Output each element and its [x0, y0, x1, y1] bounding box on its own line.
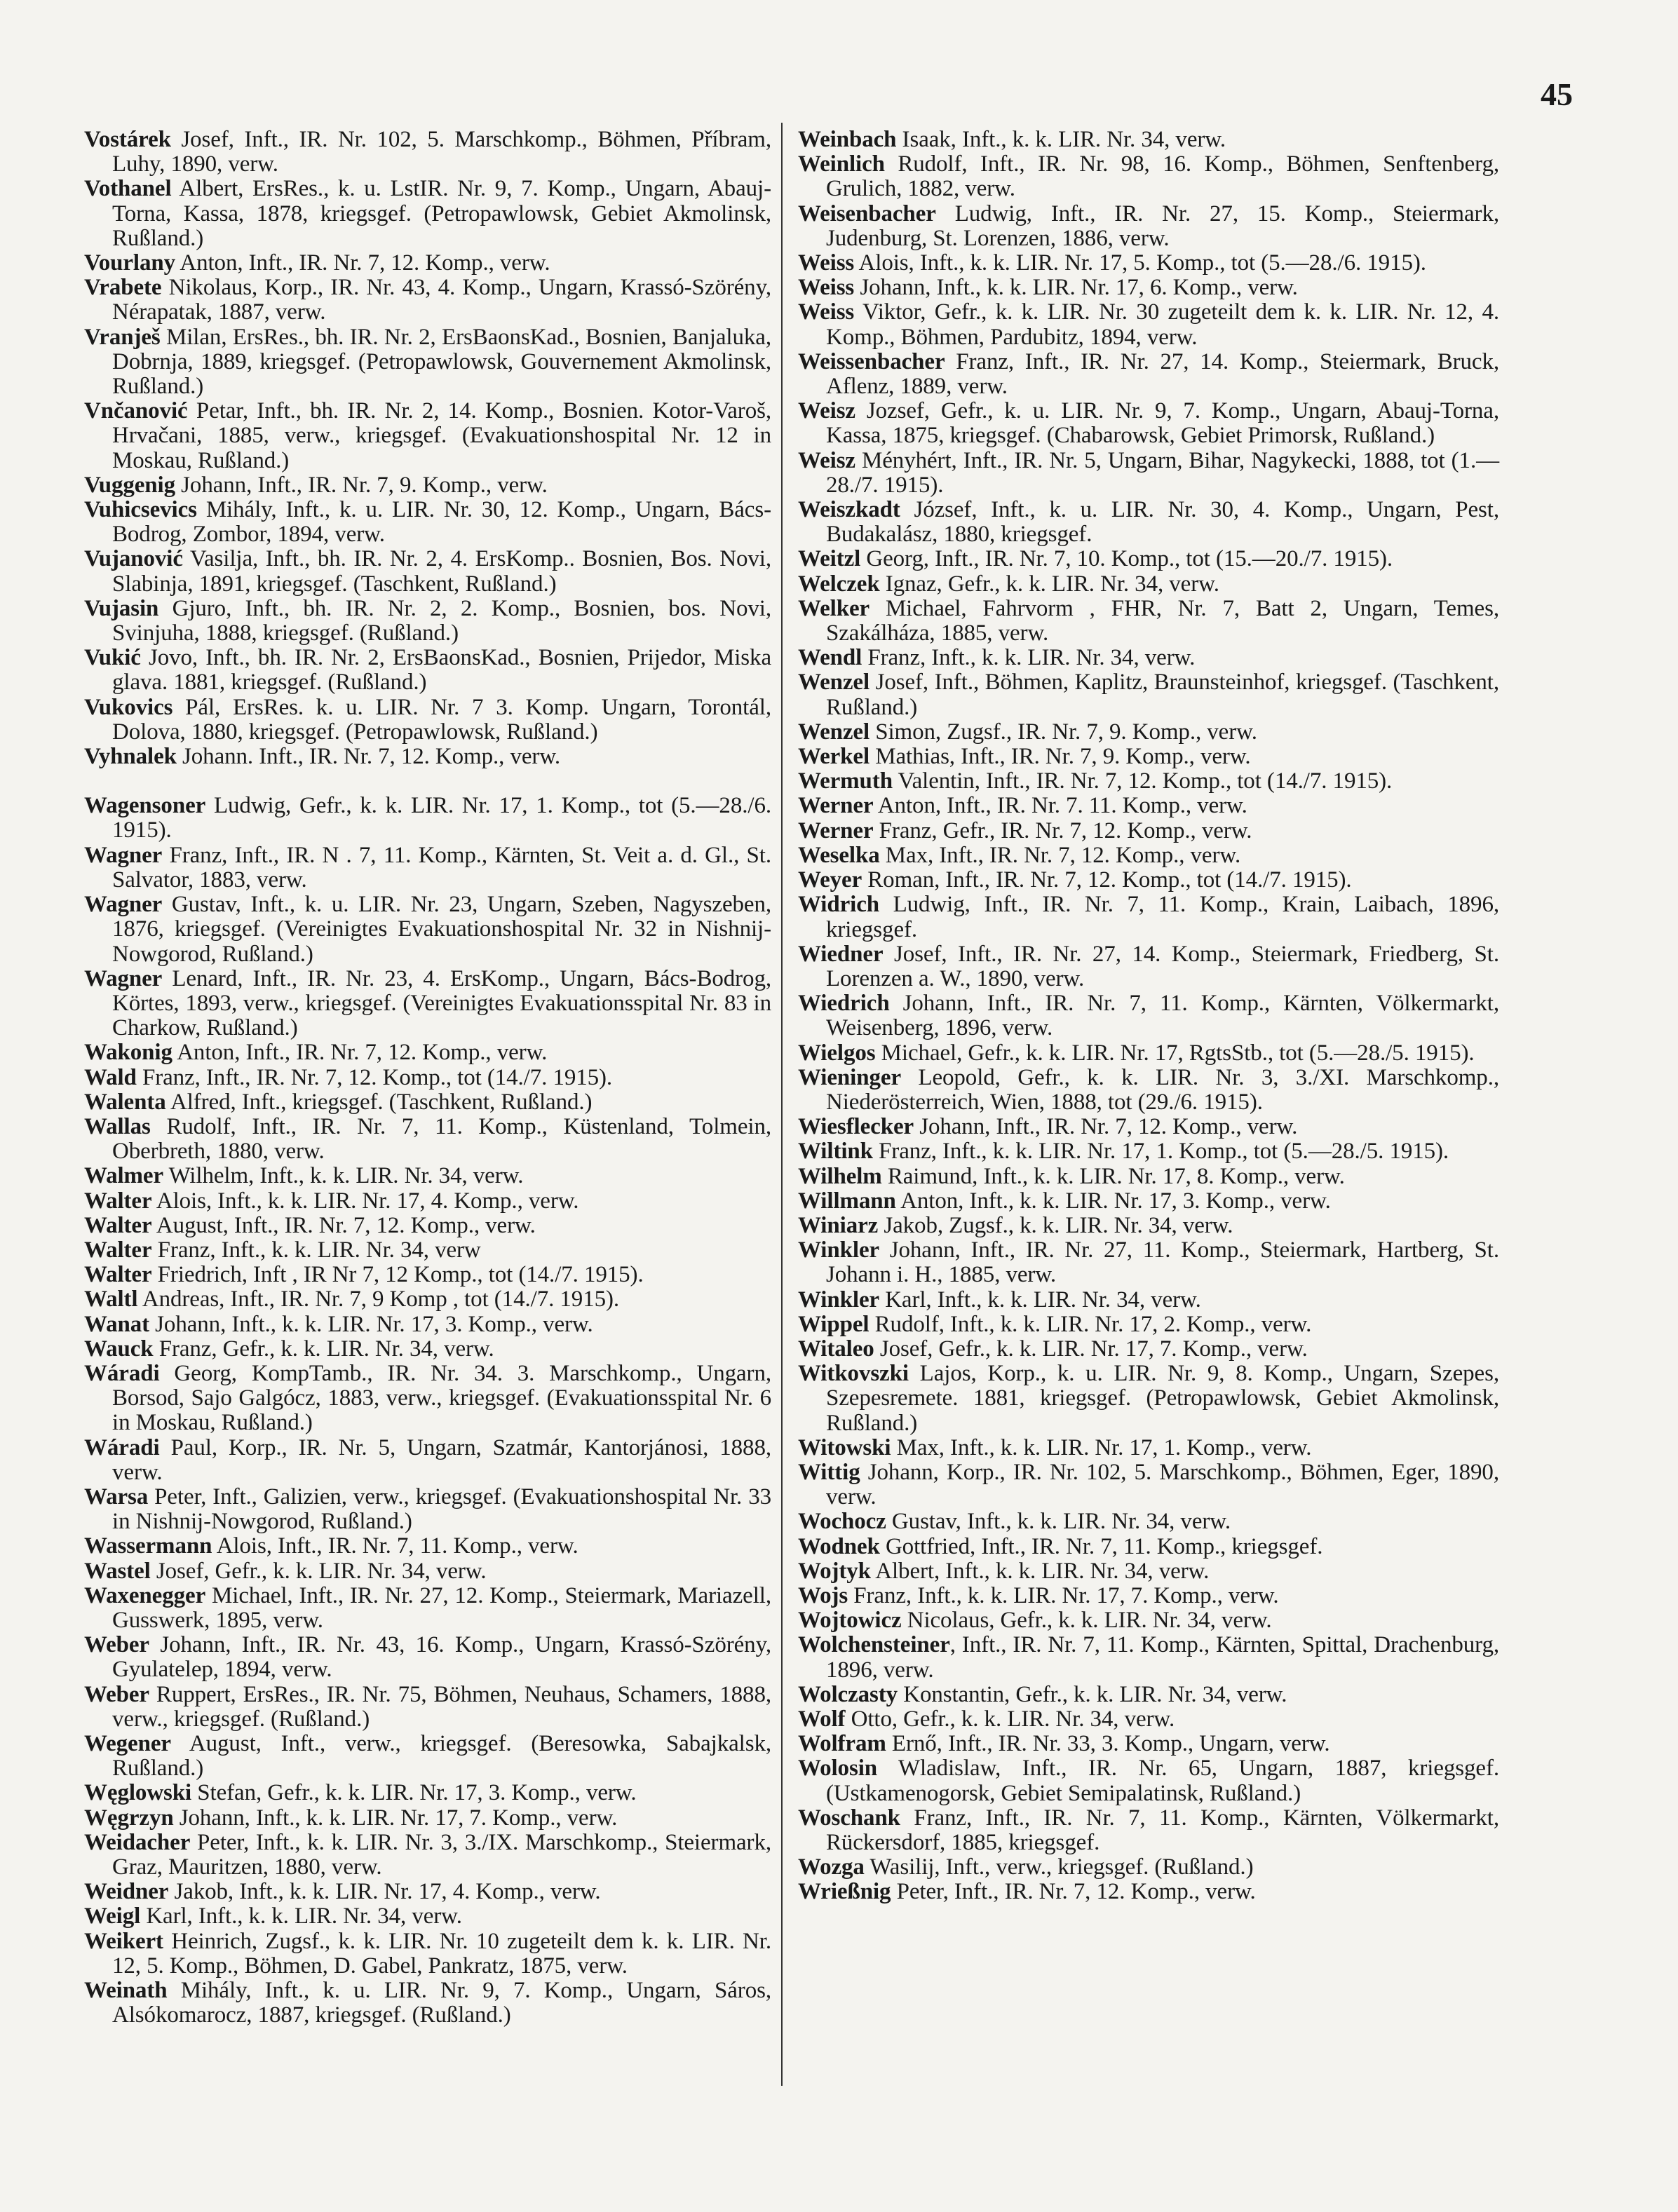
list-entry	[84, 325, 771, 400]
entry-details: Albert, ErsRes., k. u. LstIR. Nr. 9, 7. Komp., Ungarn, Abauj-Torna, Kassa, 1878, kriegsgef. (Petropawlowsk, Gebiet Akmolinsk, Rußland.)	[112, 176, 771, 251]
entry-details: Heinrich, Zugsf., k. k. LIR. Nr. 10 zugeteilt dem k. k. LIR. Nr. 12, 5. Komp., Böhmen, D. Gabel, Pankratz, 1875, verw.	[112, 1928, 771, 1979]
list-entry	[798, 1436, 1499, 1460]
list-entry	[798, 1756, 1499, 1805]
list-entry	[798, 1362, 1499, 1436]
entry-details: Max, Inft., IR. Nr. 7, 12. Komp., verw.	[879, 842, 1241, 868]
list-entry	[84, 1115, 771, 1164]
list-entry	[84, 967, 771, 1041]
list-entry	[798, 1608, 1499, 1633]
entry-surname: Weisenbacher	[798, 201, 936, 226]
entry-details: Vasilja, Inft., bh. IR. Nr. 2, 4. ErsKomp.. Bosnien, Bos. Novi, Slabinja, 1891, kriegsgef. (Taschkent, Rußland.)	[112, 546, 771, 597]
list-entry	[798, 547, 1499, 571]
list-entry	[798, 1460, 1499, 1509]
entry-surname: Wozga	[798, 1854, 865, 1880]
entry-details: Johann, Inft., k. k. LIR. Nr. 17, 6. Komp., verw.	[854, 275, 1298, 301]
list-entry	[798, 128, 1499, 152]
entry-details: Jozsef, Gefr., k. u. LIR. Nr. 9, 7. Komp., Ungarn, Abauj-Torna, Kassa, 1875, kriegsgef. (Chabarowsk, Gebiet Primorsk, Rußland.)	[826, 398, 1499, 449]
entry-details: József, Inft., k. u. LIR. Nr. 30, 4. Komp., Ungarn, Pest, Budakalász, 1880, kriegsgef.	[826, 497, 1499, 548]
list-entry	[798, 1238, 1499, 1287]
entry-surname: Wagner	[84, 892, 163, 918]
entry-surname: Woschank	[798, 1805, 900, 1831]
list-entry	[84, 696, 771, 745]
entry-details: Wilhelm, Inft., k. k. LIR. Nr. 34, verw.	[163, 1163, 524, 1189]
list-entry	[798, 202, 1499, 251]
entry-details: Mihály, Inft., k. u. LIR. Nr. 30, 12. Komp., Ungarn, Bács-Bodrog, Zombor, 1894, verw.	[112, 497, 771, 548]
entry-details: Alfred, Inft., kriegsgef. (Taschkent, Rußland.)	[165, 1089, 593, 1115]
entry-surname: Wiesflecker	[798, 1114, 914, 1140]
entry-surname: Vujanović	[84, 546, 183, 572]
column-divider	[781, 123, 783, 2086]
right-column	[798, 128, 1499, 1905]
left-column	[84, 128, 771, 2028]
list-entry	[84, 1090, 771, 1115]
list-entry	[798, 991, 1499, 1040]
entry-details: Ignaz, Gefr., k. k. LIR. Nr. 34, verw.	[879, 571, 1219, 597]
entry-details: Rudolf, Inft., k. k. LIR. Nr. 17, 2. Komp., verw.	[869, 1311, 1312, 1337]
entry-details: Alois, Inft., IR. Nr. 7, 11. Komp., verw.	[212, 1533, 578, 1559]
list-entry	[798, 1535, 1499, 1559]
entry-surname: Węglowski	[84, 1780, 192, 1806]
entry-surname: Weisz	[798, 447, 855, 473]
entry-details: Gustav, Inft., k. k. LIR. Nr. 34, verw.	[886, 1509, 1231, 1535]
entry-details: Ernő, Inft., IR. Nr. 33, 3. Komp., Ungarn, verw.	[886, 1731, 1330, 1757]
list-entry	[798, 449, 1499, 498]
list-entry	[798, 1880, 1499, 1904]
entry-details: Lenard, Inft., IR. Nr. 23, 4. ErsKomp., Ungarn, Bács-Bodrog, Körtes, 1893, verw., kriegsgef. (Vereinigtes Evakuationsspital Nr. 83 in Charkow, Rußland.)	[112, 965, 771, 1041]
entry-surname: Węgrzyn	[84, 1805, 174, 1831]
entry-details: Konstantin, Gefr., k. k. LIR. Nr. 34, verw.	[898, 1681, 1287, 1707]
entry-details: Georg, KompTamb., IR. Nr. 34. 3. Marschkomp., Ungarn, Borsod, Sajo Galgócz, 1883, verw., kriegsgef. (Evakuationsspital Nr. 6 in Moskau, Rußland.)	[112, 1360, 771, 1436]
list-entry	[84, 1066, 771, 1090]
list-entry	[798, 597, 1499, 646]
list-entry	[798, 1312, 1499, 1337]
entry-surname: Weitzl	[798, 546, 861, 572]
list-entry	[84, 473, 771, 498]
list-entry	[84, 1534, 771, 1559]
entry-surname: Weidner	[84, 1879, 169, 1905]
list-entry	[798, 1139, 1499, 1164]
entry-details: Mathias, Inft., IR. Nr. 7, 9. Komp., verw.	[870, 744, 1251, 770]
list-entry	[84, 1781, 771, 1805]
list-entry	[84, 1806, 771, 1831]
list-entry	[798, 1041, 1499, 1066]
list-entry	[798, 1337, 1499, 1362]
entry-surname: Wiedner	[798, 941, 884, 967]
entry-surname: Vourlany	[84, 250, 176, 276]
entry-surname: Wolosin	[798, 1756, 878, 1782]
entry-surname: Walter	[84, 1237, 152, 1263]
entry-details: Johann, Inft., k. k. LIR. Nr. 17, 7. Komp., verw.	[173, 1805, 618, 1831]
entry-surname: Vuhicsevics	[84, 497, 197, 523]
list-entry	[798, 745, 1499, 769]
entry-details: Georg, Inft., IR. Nr. 7, 10. Komp., tot (15.—20./7. 1915).	[860, 546, 1393, 572]
list-entry	[798, 769, 1499, 794]
list-entry	[84, 498, 771, 547]
entry-details: Rudolf, Inft., IR. Nr. 7, 11. Komp., Küstenland, Tolmein, Oberbreth, 1880, verw.	[112, 1113, 771, 1165]
list-entry	[798, 794, 1499, 818]
entry-surname: Wagensoner	[84, 793, 206, 819]
list-entry	[84, 794, 771, 843]
entry-surname: Walenta	[84, 1089, 166, 1115]
list-entry	[84, 1979, 771, 2028]
list-entry	[84, 1312, 771, 1337]
list-entry	[798, 868, 1499, 893]
entry-details: Franz, Inft., IR. Nr. 27, 14. Komp., Steiermark, Bruck, Aflenz, 1889, verw.	[826, 348, 1499, 400]
entry-details: Peter, Inft., IR. Nr. 7, 12. Komp., verw.	[891, 1879, 1256, 1905]
list-entry	[84, 1238, 771, 1263]
entry-details: Franz, Inft., IR. Nr. 7, 12. Komp., tot (14./7. 1915).	[136, 1064, 613, 1090]
list-entry	[798, 1509, 1499, 1534]
entry-details: Franz, Gefr., IR. Nr. 7, 12. Komp., verw.	[873, 817, 1252, 843]
entry-surname: Weinlich	[798, 151, 885, 177]
entry-surname: Winkler	[798, 1237, 880, 1263]
entry-surname: Waltl	[84, 1287, 138, 1312]
entry-surname: Wastel	[84, 1558, 151, 1584]
entry-details: Franz, Inft., IR. Nr. 7, 11. Komp., Kärnten, Völkermarkt, Rückersdorf, 1885, kriegsgef.	[826, 1805, 1499, 1856]
entry-details: Johann, Inft., IR. Nr. 7, 9. Komp., verw.	[175, 472, 548, 498]
list-entry	[84, 251, 771, 276]
entry-details: Josef, Inft., IR. Nr. 102, 5. Marschkomp., Böhmen, Příbram, Luhy, 1890, verw.	[112, 127, 771, 177]
list-entry	[84, 1485, 771, 1534]
entry-details: Ményhért, Inft., IR. Nr. 5, Ungarn, Bihar, Nagykecki, 1888, tot (1.—28./7. 1915).	[826, 447, 1499, 498]
list-entry	[798, 1584, 1499, 1608]
entry-details: Franz, Gefr., k. k. LIR. Nr. 34, verw.	[153, 1336, 494, 1362]
entry-details: Anton, Inft., IR. Nr. 7, 12. Komp., verw.	[175, 250, 550, 276]
list-entry	[798, 1115, 1499, 1139]
entry-details: Jakob, Inft., k. k. LIR. Nr. 17, 4. Komp., verw.	[168, 1879, 601, 1905]
entry-details: Johann, Inft., k. k. LIR. Nr. 17, 3. Komp., verw.	[149, 1311, 593, 1337]
entry-details: Josef, Gefr., k. k. LIR. Nr. 17, 7. Komp., verw.	[874, 1336, 1308, 1362]
entry-surname: Wald	[84, 1064, 137, 1090]
entry-details: Peter, Inft., k. k. LIR. Nr. 3, 3./IX. Marschkomp., Steiermark, Graz, Mauritzen, 1880, verw.	[112, 1829, 771, 1880]
entry-details: Josef, Gefr., k. k. LIR. Nr. 34, verw.	[150, 1558, 487, 1584]
entry-details: August, Inft., IR. Nr. 7, 12. Komp., verw.	[151, 1212, 536, 1238]
list-entry	[798, 1707, 1499, 1732]
list-entry	[84, 547, 771, 596]
list-entry	[798, 1165, 1499, 1189]
entry-surname: Wáradi	[84, 1360, 160, 1386]
entry-surname: Vnčanović	[84, 398, 188, 424]
list-entry	[84, 1732, 771, 1781]
entry-surname: Wrießnig	[798, 1879, 891, 1905]
entry-surname: Weber	[84, 1681, 149, 1707]
entry-details: Gustav, Inft., k. u. LIR. Nr. 23, Ungarn, Szeben, Nagyszeben, 1876, kriegsgef. (Vereinigtes Evakuationshospital Nr. 32 in Nishnij-Nowgorod, Rußland.)	[112, 892, 771, 967]
entry-details: Isaak, Inft., k. k. LIR. Nr. 34, verw.	[896, 127, 1226, 152]
entry-details: , Inft., IR. Nr. 7, 11. Komp., Kärnten, Spittal, Drachenburg, 1896, verw.	[826, 1632, 1499, 1683]
entry-details: Josef, Inft., IR. Nr. 27, 14. Komp., Steiermark, Friedberg, St. Lorenzen a. W., 1890, verw.	[826, 941, 1499, 991]
entry-surname: Wodnek	[798, 1533, 880, 1559]
entry-surname: Weikert	[84, 1928, 163, 1954]
page-number: 45	[1541, 76, 1573, 112]
entry-details: Gottfried, Inft., IR. Nr. 7, 11. Komp., kriegsgef.	[879, 1533, 1323, 1559]
entry-details: August, Inft., verw., kriegsgef. (Beresowka, Sabajkalsk, Rußland.)	[112, 1731, 771, 1782]
entry-surname: Weiss	[798, 299, 855, 325]
entry-surname: Wojtyk	[798, 1558, 871, 1584]
entry-surname: Wittig	[798, 1459, 860, 1485]
entry-details: Max, Inft., k. k. LIR. Nr. 17, 1. Komp., verw.	[891, 1434, 1312, 1460]
entry-surname: Wiedrich	[798, 991, 890, 1017]
entry-details: Friedrich, Inft , IR Nr 7, 12 Komp., tot (14./7. 1915).	[151, 1262, 644, 1288]
list-entry	[798, 399, 1499, 448]
list-entry	[798, 276, 1499, 300]
entry-surname: Weidacher	[84, 1829, 191, 1855]
list-entry	[798, 1189, 1499, 1214]
entry-details: Peter, Inft., Galizien, verw., kriegsgef. (Evakuationshospital Nr. 33 in Nishnij-Nowgorod, Rußland.)	[112, 1484, 771, 1535]
entry-details: Franz, Inft., k. k. LIR. Nr. 34, verw.	[862, 645, 1196, 671]
entry-surname: Wolchensteiner	[798, 1632, 950, 1658]
entry-details: Karl, Inft., k. k. LIR. Nr. 34, verw.	[879, 1287, 1201, 1312]
entry-surname: Wojtowicz	[798, 1608, 902, 1634]
entry-surname: Wolczasty	[798, 1681, 898, 1707]
entry-surname: Vujasin	[84, 595, 159, 621]
entry-surname: Welker	[798, 595, 870, 621]
entry-surname: Walter	[84, 1212, 152, 1238]
list-entry	[84, 597, 771, 646]
entry-surname: Walter	[84, 1262, 152, 1288]
entry-surname: Wielgos	[798, 1040, 876, 1066]
list-entry	[84, 1584, 771, 1633]
list-entry	[84, 1929, 771, 1979]
entry-details: Rudolf, Inft., IR. Nr. 98, 16. Komp., Böhmen, Senftenberg, Grulich, 1882, verw.	[826, 151, 1499, 202]
entry-surname: Vyhnalek	[84, 744, 177, 770]
entry-details: Wladislaw, Inft., IR. Nr. 65, Ungarn, 1887, kriegsgef. (Ustkamenogorsk, Gebiet Semipalatinsk, Rußland.)	[826, 1756, 1499, 1806]
entry-surname: Wassermann	[84, 1533, 212, 1559]
entry-surname: Wochocz	[798, 1509, 886, 1535]
entry-surname: Wiltink	[798, 1139, 873, 1165]
entry-details: Anton, Inft., IR. Nr. 7. 11. Komp., verw.	[873, 793, 1247, 819]
section-gap	[84, 769, 771, 794]
entry-details: Josef, Inft., Böhmen, Kaplitz, Braunsteinhof, kriegsgef. (Taschkent, Rußland.)	[826, 670, 1499, 720]
list-entry	[84, 745, 771, 769]
entry-details: Johann, Korp., IR. Nr. 102, 5. Marschkomp., Böhmen, Eger, 1890, verw.	[826, 1459, 1499, 1510]
entry-surname: Wenzel	[798, 719, 870, 745]
entry-details: Albert, Inft., k. k. LIR. Nr. 34, verw.	[870, 1558, 1210, 1584]
entry-surname: Weinath	[84, 1978, 168, 2004]
list-entry	[84, 843, 771, 893]
entry-details: Otto, Gefr., k. k. LIR. Nr. 34, verw.	[845, 1707, 1175, 1732]
list-entry	[798, 1855, 1499, 1880]
entry-surname: Wilhelm	[798, 1163, 882, 1189]
entry-surname: Wojs	[798, 1582, 848, 1608]
list-entry	[84, 1287, 771, 1312]
entry-details: Lajos, Korp., k. u. LIR. Nr. 9, 8. Komp., Ungarn, Szepes, Szepesremete. 1881, kriegsgef. (Petropawlowsk, Gebiet Akmolinsk, Rußland.)	[826, 1361, 1499, 1436]
list-entry	[798, 1683, 1499, 1707]
entry-details: Anton, Inft., k. k. LIR. Nr. 17, 3. Komp., verw.	[895, 1188, 1331, 1214]
entry-surname: Walter	[84, 1188, 152, 1214]
entry-details: Mihály, Inft., k. u. LIR. Nr. 9, 7. Komp., Ungarn, Sáros, Alsókomarocz, 1887, kriegsgef. (Rußland.)	[112, 1978, 771, 2028]
entry-details: Franz, Inft., k. k. LIR. Nr. 34, verw	[151, 1237, 481, 1263]
entry-details: Simon, Zugsf., IR. Nr. 7, 9. Komp., verw.	[870, 719, 1257, 745]
list-entry	[84, 1362, 771, 1436]
entry-surname: Weigl	[84, 1904, 141, 1929]
entry-surname: Werner	[798, 817, 874, 843]
list-entry	[798, 1633, 1499, 1682]
entry-surname: Wieninger	[798, 1064, 901, 1090]
entry-surname: Weisz	[798, 398, 855, 424]
list-entry	[84, 1904, 771, 1929]
entry-surname: Vukovics	[84, 694, 173, 720]
entry-surname: Winiarz	[798, 1212, 879, 1238]
list-entry	[798, 670, 1499, 719]
list-entry	[798, 1288, 1499, 1312]
entry-details: Jovo, Inft., bh. IR. Nr. 2, ErsBaonsKad., Bosnien, Prijedor, Miska glava. 1881, kriegsgef. (Rußland.)	[112, 645, 771, 696]
entry-surname: Waxenegger	[84, 1582, 206, 1608]
entry-details: Anton, Inft., IR. Nr. 7, 12. Komp., verw.	[172, 1040, 548, 1066]
entry-surname: Witowski	[798, 1434, 891, 1460]
list-entry	[84, 646, 771, 695]
list-entry	[84, 1164, 771, 1188]
list-entry	[798, 350, 1499, 399]
entry-surname: Wegener	[84, 1731, 171, 1756]
entry-details: Nikolaus, Korp., IR. Nr. 43, 4. Komp., Ungarn, Krassó-Szörény, Nérapatak, 1887, verw.	[112, 275, 771, 325]
entry-surname: Wakonig	[84, 1040, 172, 1066]
list-entry	[84, 1214, 771, 1238]
list-entry	[798, 646, 1499, 670]
list-entry	[84, 276, 771, 325]
entry-details: Karl, Inft., k. k. LIR. Nr. 34, verw.	[140, 1904, 462, 1929]
list-entry	[84, 1559, 771, 1584]
entry-surname: Witaleo	[798, 1336, 874, 1362]
list-entry	[798, 1732, 1499, 1756]
list-entry	[84, 1831, 771, 1880]
entry-surname: Wallas	[84, 1113, 151, 1139]
list-entry	[84, 893, 771, 967]
entry-details: Stefan, Gefr., k. k. LIR. Nr. 17, 3. Komp., verw.	[191, 1780, 637, 1806]
list-entry	[798, 843, 1499, 868]
list-entry	[798, 1066, 1499, 1115]
entry-details: Franz, Inft., IR. N . 7, 11. Komp., Kärnten, St. Veit a. d. Gl., St. Salvator, 1883, verw.	[112, 842, 771, 893]
entry-surname: Wanat	[84, 1311, 150, 1337]
entry-details: Ludwig, Inft., IR. Nr. 27, 15. Komp., Steiermark, Judenburg, St. Lorenzen, 1886, verw.	[826, 201, 1499, 251]
entry-surname: Weiss	[798, 275, 855, 301]
entry-details: Alois, Inft., k. k. LIR. Nr. 17, 4. Komp., verw.	[151, 1188, 579, 1214]
entry-details: Ludwig, Gefr., k. k. LIR. Nr. 17, 1. Komp., tot (5.—28./6. 1915).	[112, 793, 771, 843]
entry-surname: Wippel	[798, 1311, 870, 1337]
list-entry	[84, 1040, 771, 1065]
entry-surname: Weissenbacher	[798, 348, 945, 374]
entry-surname: Weiszkadt	[798, 497, 900, 523]
entry-details: Valentin, Inft., IR. Nr. 7, 12. Komp., tot (14./7. 1915).	[892, 768, 1393, 794]
list-entry	[798, 1559, 1499, 1584]
list-entry	[84, 1880, 771, 1904]
entry-details: Michael, Inft., IR. Nr. 27, 12. Komp., Steiermark, Mariazell, Gusswerk, 1895, verw.	[112, 1582, 771, 1633]
entry-surname: Warsa	[84, 1484, 149, 1509]
entry-details: Franz, Inft., k. k. LIR. Nr. 17, 7. Komp., verw.	[848, 1582, 1279, 1608]
list-entry	[84, 1263, 771, 1287]
entry-surname: Willmann	[798, 1188, 896, 1214]
list-entry	[84, 128, 771, 177]
entry-surname: Wolf	[798, 1707, 846, 1732]
entry-surname: Werner	[798, 793, 874, 819]
entry-surname: Weselka	[798, 842, 880, 868]
list-entry	[798, 942, 1499, 991]
entry-surname: Vostárek	[84, 127, 171, 152]
entry-surname: Wermuth	[798, 768, 893, 794]
entry-surname: Vranješ	[84, 324, 161, 350]
entry-surname: Walmer	[84, 1163, 164, 1189]
entry-surname: Vukić	[84, 645, 141, 671]
entry-details: Michael, Fahrvorm , FHR, Nr. 7, Batt 2, Ungarn, Temes, Szakálháza, 1885, verw.	[826, 595, 1499, 646]
entry-details: Franz, Inft., k. k. LIR. Nr. 17, 1. Komp., tot (5.—28./5. 1915).	[872, 1139, 1449, 1165]
entry-details: Viktor, Gefr., k. k. LIR. Nr. 30 zugeteilt dem k. k. LIR. Nr. 12, 4. Komp., Böhmen, Pardubitz, 1894, verw.	[826, 299, 1499, 350]
entry-details: Gjuro, Inft., bh. IR. Nr. 2, 2. Komp., Bosnien, bos. Novi, Svinjuha, 1888, kriegsgef. (Rußland.)	[112, 595, 771, 646]
entry-surname: Weinbach	[798, 127, 897, 152]
entry-details: Johann, Inft., IR. Nr. 7, 11. Komp., Kärnten, Völkermarkt, Weisenberg, 1896, verw.	[826, 991, 1499, 1041]
entry-details: Petar, Inft., bh. IR. Nr. 2, 14. Komp., Bosnien. Kotor-Varoš, Hrvačani, 1885, verw., kriegsgef. (Evakuationshospital Nr. 12 in Moskau, Rußland.)	[112, 398, 771, 473]
entry-details: Johann, Inft., IR. Nr. 43, 16. Komp., Ungarn, Krassó-Szörény, Gyulatelep, 1894, verw.	[112, 1632, 771, 1683]
entry-surname: Wendl	[798, 645, 862, 671]
entry-surname: Weiss	[798, 250, 855, 276]
list-entry	[798, 819, 1499, 843]
entry-details: Pál, ErsRes. k. u. LIR. Nr. 7 3. Komp. Ungarn, Torontál, Dolova, 1880, kriegsgef. (Petropawlowsk, Rußland.)	[112, 694, 771, 745]
entry-details: Paul, Korp., IR. Nr. 5, Ungarn, Szatmár, Kantorjánosi, 1888, verw.	[112, 1434, 771, 1485]
list-entry	[84, 1337, 771, 1362]
list-entry	[798, 300, 1499, 349]
entry-surname: Widrich	[798, 892, 880, 918]
entry-surname: Witkovszki	[798, 1361, 909, 1387]
list-entry	[798, 1214, 1499, 1238]
entry-details: Michael, Gefr., k. k. LIR. Nr. 17, RgtsStb., tot (5.—28./5. 1915).	[875, 1040, 1475, 1066]
entry-surname: Wenzel	[798, 670, 870, 696]
list-entry	[84, 1189, 771, 1214]
entry-details: Alois, Inft., k. k. LIR. Nr. 17, 5. Komp., tot (5.—28./6. 1915).	[854, 250, 1426, 276]
entry-details: Johann, Inft., IR. Nr. 7, 12. Komp., verw.	[914, 1114, 1298, 1140]
list-entry	[798, 498, 1499, 547]
entry-details: Johann, Inft., IR. Nr. 27, 11. Komp., Steiermark, Hartberg, St. Johann i. H., 1885, verw.	[826, 1237, 1499, 1288]
entry-details: Milan, ErsRes., bh. IR. Nr. 2, ErsBaonsKad., Bosnien, Banjaluka, Dobrnja, 1889, kriegsgef. (Petropawlowsk, Gouvernement Akmolinsk, Rußland.)	[112, 324, 771, 400]
list-entry	[798, 1806, 1499, 1855]
entry-surname: Wáradi	[84, 1434, 160, 1460]
entry-surname: Weber	[84, 1632, 149, 1658]
entry-details: Ludwig, Inft., IR. Nr. 7, 11. Komp., Krain, Laibach, 1896, kriegsgef.	[826, 892, 1499, 942]
entry-details: Leopold, Gefr., k. k. LIR. Nr. 3, 3./XI. Marschkomp., Niederösterreich, Wien, 1888, tot (29./6. 1915).	[826, 1064, 1499, 1115]
entry-surname: Wagner	[84, 842, 163, 868]
list-entry	[798, 251, 1499, 276]
entry-details: Andreas, Inft., IR. Nr. 7, 9 Komp , tot (14./7. 1915).	[137, 1287, 620, 1312]
entry-surname: Welczek	[798, 571, 880, 597]
list-entry	[798, 893, 1499, 942]
entry-details: Raimund, Inft., k. k. LIR. Nr. 17, 8. Komp., verw.	[881, 1163, 1345, 1189]
entry-surname: Wagner	[84, 965, 163, 991]
entry-surname: Vrabete	[84, 275, 162, 301]
entry-surname: Werkel	[798, 744, 870, 770]
list-entry	[84, 399, 771, 473]
entry-surname: Wolfram	[798, 1731, 886, 1757]
entry-details: Nicolaus, Gefr., k. k. LIR. Nr. 34, verw.	[901, 1608, 1272, 1634]
list-entry	[84, 177, 771, 251]
entry-details: Wasilij, Inft., verw., kriegsgef. (Rußland.)	[864, 1854, 1254, 1880]
entry-surname: Wauck	[84, 1336, 154, 1362]
list-entry	[798, 720, 1499, 745]
list-entry	[84, 1436, 771, 1485]
entry-details: Roman, Inft., IR. Nr. 7, 12. Komp., tot (14./7. 1915).	[862, 867, 1352, 893]
entry-details: Ruppert, ErsRes., IR. Nr. 75, Böhmen, Neuhaus, Schamers, 1888, verw., kriegsgef. (Rußland.)	[112, 1681, 771, 1732]
list-entry	[798, 572, 1499, 597]
list-entry	[84, 1633, 771, 1682]
entry-details: Johann. Inft., IR. Nr. 7, 12. Komp., verw.	[176, 744, 561, 770]
entry-surname: Winkler	[798, 1287, 880, 1312]
entry-surname: Weyer	[798, 867, 862, 893]
entry-surname: Vuggenig	[84, 472, 176, 498]
list-entry	[84, 1683, 771, 1732]
list-entry	[798, 152, 1499, 201]
entry-details: Jakob, Zugsf., k. k. LIR. Nr. 34, verw.	[878, 1212, 1233, 1238]
entry-surname: Vothanel	[84, 176, 172, 202]
